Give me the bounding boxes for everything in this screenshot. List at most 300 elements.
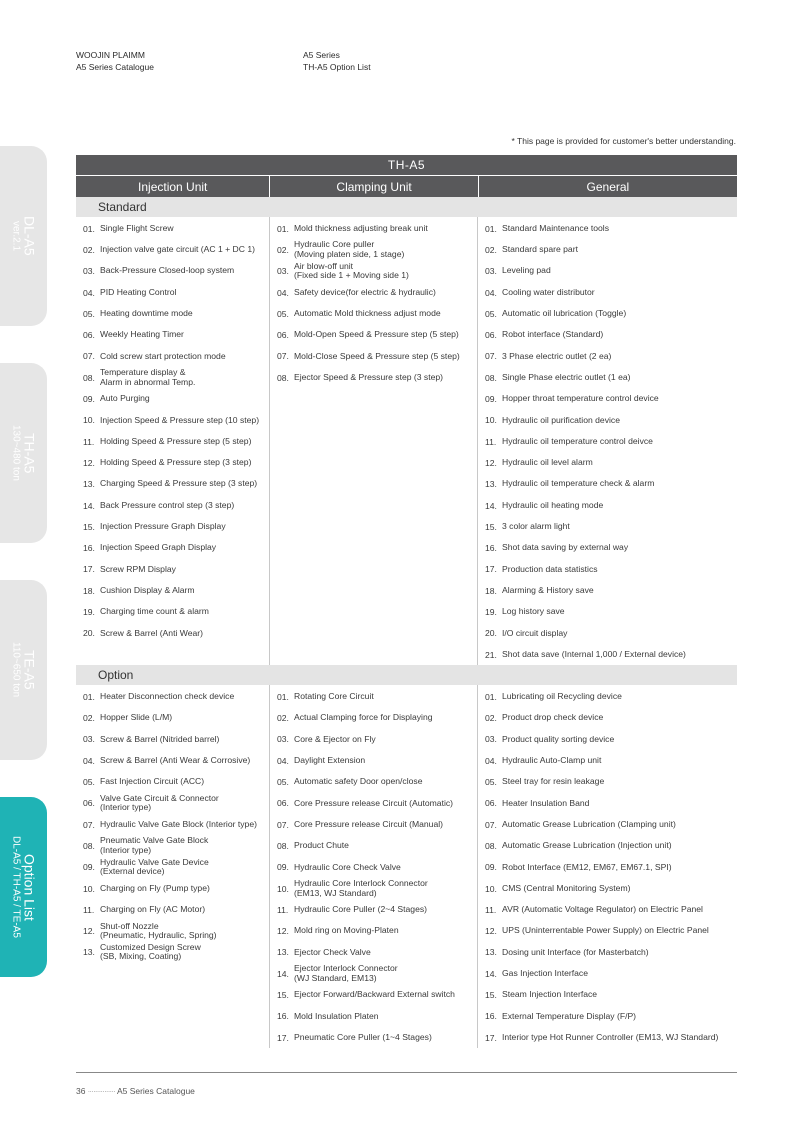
item-text-line: Mold-Close Speed & Pressure step (5 step) <box>294 350 460 361</box>
item-number: 12. <box>277 926 289 937</box>
item-number: 16. <box>277 1011 289 1022</box>
item-text-line-2: (External device) <box>100 866 165 877</box>
item-text-line: Heater Insulation Band <box>502 797 590 808</box>
item-number: 19. <box>83 606 95 617</box>
list-item <box>76 708 269 729</box>
item-text-line: Core Pressure release Circuit (Automatic) <box>294 797 454 808</box>
item-text-line: Single Phase electric outlet (1 ea) <box>502 371 631 382</box>
option-section-label: Option <box>76 665 737 685</box>
item-text <box>502 416 620 426</box>
list-item <box>270 729 477 750</box>
item-text <box>502 756 601 766</box>
item-number: 02. <box>83 713 95 724</box>
item-number: 06. <box>83 798 95 809</box>
item-number: 20. <box>485 628 497 639</box>
item-text <box>502 820 676 830</box>
table-title: TH-A5 <box>76 155 737 175</box>
item-text <box>502 607 565 617</box>
list-item <box>76 388 269 409</box>
item-number: 17. <box>277 1032 289 1043</box>
item-text-line: Heater Disconnection check device <box>100 691 235 702</box>
item-text <box>294 262 409 281</box>
item-text-line: Automatic Grease Lubrication (Injection unit) <box>502 840 672 851</box>
item-text-line: Ejector Forward/Backward External switch <box>294 989 455 1000</box>
list-item <box>478 793 737 814</box>
item-number: 16. <box>485 543 497 554</box>
footer <box>76 1086 195 1096</box>
item-number: 12. <box>485 926 497 937</box>
item-text <box>100 437 251 447</box>
side-tab-subtitle: 110~650 ton <box>10 642 22 698</box>
list-item <box>76 623 269 644</box>
item-text <box>502 969 588 979</box>
item-number: 12. <box>83 457 95 468</box>
item-text <box>502 266 551 276</box>
item-text <box>100 245 255 255</box>
item-text-line: Screw & Barrel (Anti Wear & Corrosive) <box>100 755 251 766</box>
item-text-line: 3 color alarm light <box>502 521 570 532</box>
item-number: 01. <box>83 223 95 234</box>
item-number: 02. <box>485 713 497 724</box>
item-text <box>294 309 441 319</box>
list-item <box>478 452 737 473</box>
item-text <box>294 735 376 745</box>
item-text-line: Robot interface (Standard) <box>502 329 604 340</box>
item-text-line: Standard Maintenance tools <box>502 222 610 233</box>
item-text <box>502 586 594 596</box>
side-tab-title: TE-A5 <box>21 650 38 690</box>
option-general-list <box>478 685 737 1048</box>
item-text <box>502 948 649 958</box>
item-number: 19. <box>485 606 497 617</box>
list-item <box>270 1027 477 1048</box>
list-item <box>478 388 737 409</box>
item-text <box>294 756 365 766</box>
item-text-line-2: (WJ Standard, EM13) <box>294 972 377 983</box>
list-item <box>478 729 737 750</box>
item-text-line: Shot data save (Internal 1,000 / External device) <box>502 648 686 659</box>
item-text <box>294 799 453 809</box>
item-text-line: Temperature display & <box>100 367 186 378</box>
list-item <box>478 601 737 622</box>
item-text-line: Hydraulic Valve Gate Block (Interior type) <box>100 818 257 829</box>
list-item <box>76 835 269 856</box>
list-item <box>478 750 737 771</box>
item-text-line: Hopper Slide (L/M) <box>100 712 173 723</box>
item-text-line: Back-Pressure Closed-loop system <box>100 265 235 276</box>
item-text <box>294 863 401 873</box>
item-text <box>100 479 257 489</box>
item-text <box>100 224 174 234</box>
item-text-line: Charging Speed & Pressure step (3 step) <box>100 478 258 489</box>
item-text <box>502 224 609 234</box>
item-text <box>294 288 436 298</box>
item-text-line: Hydraulic Valve Gate Device <box>100 856 209 867</box>
list-item <box>76 218 269 239</box>
item-text-line: Ejector Interlock Connector <box>294 963 398 974</box>
item-text-line: Single Flight Screw <box>100 222 174 233</box>
list-item <box>76 367 269 388</box>
list-item <box>270 367 477 388</box>
list-item <box>76 303 269 324</box>
item-number: 15. <box>485 521 497 532</box>
item-number: 01. <box>83 691 95 702</box>
list-item <box>478 282 737 303</box>
item-text <box>100 416 259 426</box>
side-tab-title: TH-A5 <box>21 432 38 474</box>
item-text <box>502 692 622 702</box>
item-text-line: Daylight Extension <box>294 755 366 766</box>
item-text <box>502 777 604 787</box>
item-number: 12. <box>83 926 95 937</box>
item-text <box>100 368 195 387</box>
item-text-line: Ejector Speed & Pressure step (3 step) <box>294 371 444 382</box>
item-number: 06. <box>83 330 95 341</box>
option-injection-list <box>76 685 270 1048</box>
item-text <box>502 501 603 511</box>
item-text <box>100 330 184 340</box>
list-item <box>270 1006 477 1027</box>
side-tab-th-a5[interactable] <box>0 363 47 543</box>
item-text <box>294 240 404 259</box>
item-text-line: UPS (Uninterrentable Power Supply) on Electric Panel <box>502 925 709 936</box>
item-number: 06. <box>485 330 497 341</box>
item-number: 18. <box>485 585 497 596</box>
list-item <box>478 239 737 260</box>
list-item <box>478 644 737 665</box>
item-text-line: Product quality sorting device <box>502 733 615 744</box>
item-text <box>100 943 201 962</box>
item-text-line-2: (SB, Mixing, Coating) <box>100 951 182 962</box>
item-text <box>502 905 703 915</box>
list-item <box>478 324 737 345</box>
item-text-line-2: (Interior type) <box>100 844 152 855</box>
item-text-line: Hydraulic Auto-Clamp unit <box>502 755 602 766</box>
item-text-line: Auto Purging <box>100 393 150 404</box>
list-item <box>478 431 737 452</box>
item-text-line: Mold Insulation Platen <box>294 1010 379 1021</box>
list-item <box>76 771 269 792</box>
list-item <box>478 857 737 878</box>
company-name: WOOJIN PLAIMM <box>76 50 145 60</box>
item-number: 07. <box>83 819 95 830</box>
list-item <box>76 921 269 942</box>
item-number: 10. <box>83 883 95 894</box>
item-text-line: Injection Pressure Graph Display <box>100 521 226 532</box>
item-text-line: Hydraulic Core Puller (2~4 Stages) <box>294 904 428 915</box>
item-text <box>100 522 226 532</box>
item-text <box>502 735 614 745</box>
item-text <box>100 352 226 362</box>
item-text <box>100 905 205 915</box>
item-text-line: Holding Speed & Pressure step (3 step) <box>100 457 252 468</box>
item-text-line: Ejector Check Valve <box>294 946 371 957</box>
item-text <box>294 926 399 936</box>
item-text <box>100 607 209 617</box>
item-number: 04. <box>277 287 289 298</box>
item-text-line: Interior type Hot Runner Controller (EM13, WJ Standard) <box>502 1031 719 1042</box>
list-item <box>270 814 477 835</box>
item-text-line: 3 Phase electric outlet (2 ea) <box>502 350 612 361</box>
side-tab-subtitle: 130~480 ton <box>10 425 22 481</box>
item-number: 17. <box>485 564 497 575</box>
standard-general-list <box>478 217 737 665</box>
item-text-line: Mold thickness adjusting break unit <box>294 222 428 233</box>
item-text <box>100 836 208 855</box>
item-number: 10. <box>485 883 497 894</box>
item-number: 05. <box>83 777 95 788</box>
item-text <box>502 394 659 404</box>
item-text <box>100 394 150 404</box>
item-text-line: Holding Speed & Pressure step (5 step) <box>100 435 252 446</box>
item-number: 08. <box>485 372 497 383</box>
list-item <box>270 324 477 345</box>
item-number: 11. <box>485 904 497 915</box>
item-text <box>294 713 433 723</box>
item-text <box>502 373 631 383</box>
item-text-line: Air blow-off unit <box>294 260 354 271</box>
list-item <box>478 835 737 856</box>
item-number: 01. <box>277 223 289 234</box>
item-number: 03. <box>277 734 289 745</box>
item-number: 14. <box>485 968 497 979</box>
item-text-line: Hydraulic oil temperature control deivce <box>502 435 653 446</box>
item-text-line: Alarming & History save <box>502 584 594 595</box>
item-text-line-2: (Pneumatic, Hydraulic, Spring) <box>100 930 217 941</box>
item-number: 09. <box>485 394 497 405</box>
item-text-line: Product Chute <box>294 840 349 851</box>
item-number: 20. <box>83 628 95 639</box>
item-text <box>502 926 709 936</box>
item-text <box>502 884 630 894</box>
item-number: 14. <box>485 500 497 511</box>
list-item <box>478 410 737 431</box>
list-item <box>76 431 269 452</box>
option-list-table <box>76 155 737 1048</box>
header-right <box>303 49 371 73</box>
item-text <box>502 565 598 575</box>
list-item <box>270 771 477 792</box>
side-tab-dl-a5[interactable] <box>0 146 47 326</box>
item-text <box>294 948 371 958</box>
item-text-line-2: (Fixed side 1 + Moving side 1) <box>294 270 409 281</box>
list-item <box>478 1027 737 1048</box>
item-text-line: Hydraulic oil temperature check & alarm <box>502 478 655 489</box>
item-text <box>502 863 672 873</box>
list-item <box>478 984 737 1005</box>
list-item <box>270 239 477 260</box>
item-text-line: Shut-off Nozzle <box>100 920 159 931</box>
list-item <box>76 410 269 431</box>
item-text <box>294 1012 379 1022</box>
list-item <box>76 857 269 878</box>
item-text-line: Injection Speed & Pressure step (10 step) <box>100 414 260 425</box>
item-text <box>294 777 423 787</box>
standard-section-label: Standard <box>76 197 737 217</box>
page-number: 36 <box>76 1086 86 1096</box>
item-number: 15. <box>277 990 289 1001</box>
option-section <box>76 685 737 1048</box>
list-item <box>270 708 477 729</box>
item-text <box>502 650 686 660</box>
item-text-line: Injection valve gate circuit (AC 1 + DC 1) <box>100 244 255 255</box>
list-item <box>76 537 269 558</box>
list-item <box>270 346 477 367</box>
item-number: 11. <box>277 904 289 915</box>
list-item <box>270 899 477 920</box>
list-item <box>478 346 737 367</box>
item-text-line: Core Pressure release Circuit (Manual) <box>294 818 444 829</box>
item-number: 12. <box>485 457 497 468</box>
item-text-line: Lubricating oil Recycling device <box>502 691 622 702</box>
item-text <box>502 713 603 723</box>
column-header-general: General <box>479 176 737 197</box>
item-number: 07. <box>277 351 289 362</box>
item-text <box>294 820 443 830</box>
item-number: 05. <box>277 777 289 788</box>
item-text-line: Screw & Barrel (Nitrided barrel) <box>100 733 220 744</box>
item-number: 03. <box>83 266 95 277</box>
list-item <box>478 516 737 537</box>
item-number: 18. <box>83 585 95 596</box>
item-text <box>502 629 567 639</box>
page-subject: TH-A5 Option List <box>303 62 371 72</box>
item-text-line: Dosing unit Interface (for Masterbatch) <box>502 946 649 957</box>
item-number: 03. <box>277 266 289 277</box>
item-text-line: Hydraulic oil heating mode <box>502 499 604 510</box>
list-item <box>76 729 269 750</box>
item-text-line: Gas Injection Interface <box>502 967 588 978</box>
list-item <box>478 878 737 899</box>
item-text <box>100 820 257 830</box>
list-item <box>478 921 737 942</box>
item-number: 17. <box>485 1032 497 1043</box>
list-item <box>76 814 269 835</box>
item-number: 10. <box>485 415 497 426</box>
standard-section <box>76 217 737 665</box>
list-item <box>76 495 269 516</box>
list-item <box>270 282 477 303</box>
list-item <box>76 686 269 707</box>
item-number: 07. <box>83 351 95 362</box>
item-number: 08. <box>277 372 289 383</box>
list-item <box>76 601 269 622</box>
list-item <box>478 686 737 707</box>
list-item <box>270 261 477 282</box>
list-item <box>478 559 737 580</box>
item-number: 06. <box>485 798 497 809</box>
item-number: 09. <box>277 862 289 873</box>
list-item <box>270 303 477 324</box>
item-text-line: Valve Gate Circuit & Connector <box>100 792 219 803</box>
item-text-line: Automatic Grease Lubrication (Clamping unit) <box>502 818 676 829</box>
item-number: 10. <box>83 415 95 426</box>
item-text-line: Screw RPM Display <box>100 563 176 574</box>
footer-text: A5 Series Catalogue <box>116 1086 195 1096</box>
item-text <box>100 794 219 813</box>
item-text-line: I/O circuit display <box>502 627 568 638</box>
item-text <box>502 1033 718 1043</box>
list-item <box>270 984 477 1005</box>
item-text <box>100 266 234 276</box>
item-text-line: Pneumatic Core Puller (1~4 Stages) <box>294 1031 432 1042</box>
item-text <box>294 692 374 702</box>
list-item <box>270 793 477 814</box>
item-text-line: PID Heating Control <box>100 286 177 297</box>
bottom-rule <box>76 1072 737 1073</box>
item-number: 17. <box>83 564 95 575</box>
list-item <box>270 686 477 707</box>
item-number: 13. <box>83 947 95 958</box>
list-item <box>270 963 477 984</box>
item-text-line: Charging on Fly (Pump type) <box>100 882 210 893</box>
item-number: 05. <box>277 308 289 319</box>
item-text <box>502 288 595 298</box>
item-text <box>502 245 578 255</box>
item-text <box>100 458 251 468</box>
customer-note: * This page is provided for customer's better understanding. <box>511 136 736 146</box>
item-text <box>294 990 455 1000</box>
item-text <box>502 458 593 468</box>
item-text-line: Robot Interface (EM12, EM67, EM67.1, SPI) <box>502 861 672 872</box>
item-text-line: Mold-Open Speed & Pressure step (5 step) <box>294 329 459 340</box>
item-number: 07. <box>485 351 497 362</box>
series-name: A5 Series <box>303 50 340 60</box>
list-item <box>76 793 269 814</box>
item-number: 01. <box>277 691 289 702</box>
item-text <box>502 479 654 489</box>
list-item <box>478 261 737 282</box>
item-text <box>502 309 626 319</box>
list-item <box>478 708 737 729</box>
list-item <box>76 559 269 580</box>
list-item <box>478 537 737 558</box>
item-text-line: Core & Ejector on Fly <box>294 733 376 744</box>
item-number: 14. <box>83 500 95 511</box>
item-number: 10. <box>277 883 289 894</box>
item-number: 13. <box>83 479 95 490</box>
item-number: 11. <box>83 436 95 447</box>
side-tab-title: Option List <box>21 853 38 921</box>
item-text <box>502 799 589 809</box>
item-text <box>100 756 250 766</box>
item-text <box>100 543 216 553</box>
list-item <box>270 942 477 963</box>
item-text-line: Rotating Core Circuit <box>294 691 374 702</box>
item-number: 01. <box>485 223 497 234</box>
item-text-line: Cushion Display & Alarm <box>100 584 195 595</box>
list-item <box>76 239 269 260</box>
item-text-line: AVR (Automatic Voltage Regulator) on Electric Panel <box>502 904 703 915</box>
item-number: 02. <box>277 713 289 724</box>
item-number: 04. <box>485 287 497 298</box>
column-header-clamping: Clamping Unit <box>270 176 478 197</box>
item-number: 13. <box>485 479 497 490</box>
side-tab-option-list[interactable] <box>0 797 47 977</box>
item-number: 09. <box>485 862 497 873</box>
item-text-line: Log history save <box>502 606 565 617</box>
item-text <box>100 692 234 702</box>
list-item <box>478 367 737 388</box>
list-item <box>76 750 269 771</box>
side-tab-te-a5[interactable] <box>0 580 47 760</box>
item-number: 11. <box>83 904 95 915</box>
item-text-line: Cooling water distributor <box>502 286 595 297</box>
item-number: 08. <box>485 840 497 851</box>
item-number: 03. <box>485 734 497 745</box>
item-text <box>100 858 209 877</box>
item-text-line: Cold screw start protection mode <box>100 350 226 361</box>
